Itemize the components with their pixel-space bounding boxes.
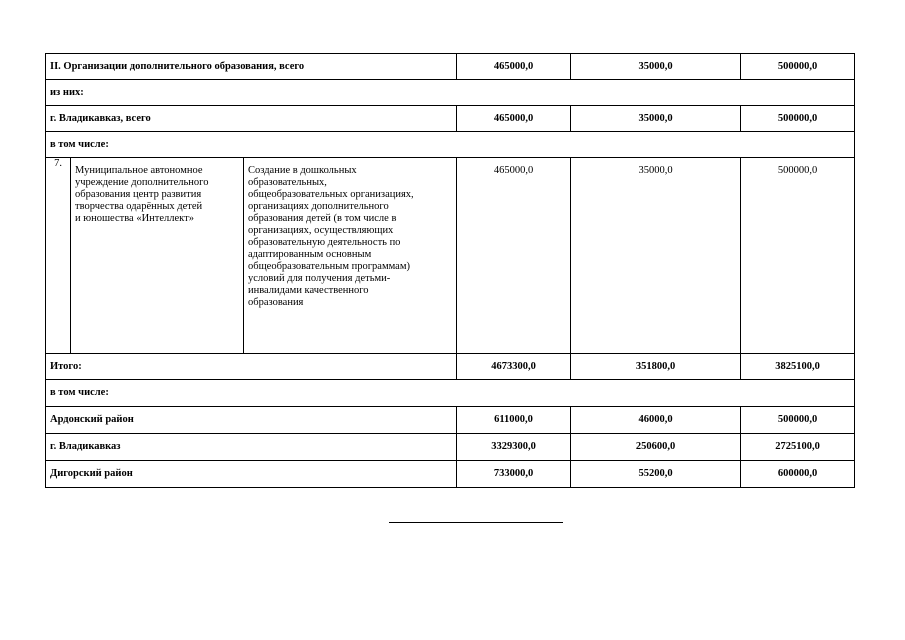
vladikavkaz-total-value-3: 500000,0: [741, 106, 855, 132]
including-row-1: [46, 132, 855, 158]
purpose-line: образования детей (в том числе в: [248, 213, 397, 224]
item-7-organization: [71, 158, 244, 354]
digora-value-2: 55200,0: [571, 461, 741, 488]
end-rule-divider: [389, 522, 563, 523]
total-row: [46, 354, 855, 380]
purpose-line: условий для получения детьми-: [248, 273, 391, 284]
org-line: творчества одарённых детей: [75, 201, 203, 212]
section-ii-value-3: 500000,0: [741, 54, 855, 80]
item-7-purpose: [244, 158, 457, 354]
digora-row: [46, 461, 855, 488]
section-ii-value-1: 465000,0: [457, 54, 571, 80]
including-row-2: [46, 380, 855, 407]
ardon-row: [46, 407, 855, 434]
vladikavkaz-value-3: 2725100,0: [741, 434, 855, 461]
ardon-value-2: 46000,0: [571, 407, 741, 434]
org-line: Муниципальное автономное: [75, 165, 203, 176]
org-line: учреждение дополнительного: [75, 177, 209, 188]
item-7-value-3: 500000,0: [741, 158, 855, 354]
vladikavkaz-total-value-1: 465000,0: [457, 106, 571, 132]
purpose-line: организациях, осуществляющих: [248, 225, 394, 236]
total-value-1: 4673300,0: [457, 354, 571, 380]
digora-label: Дигорский район: [46, 461, 457, 488]
vladikavkaz-value-1: 3329300,0: [457, 434, 571, 461]
purpose-line: образования: [248, 297, 304, 308]
of-them-label: из них:: [46, 80, 855, 106]
purpose-line: образовательную деятельность по: [248, 237, 401, 248]
vladikavkaz-total-row: [46, 106, 855, 132]
item-7-value-1: 465000,0: [457, 158, 571, 354]
digora-value-1: 733000,0: [457, 461, 571, 488]
total-value-3: 3825100,0: [741, 354, 855, 380]
including-label-2: в том числе:: [46, 380, 855, 407]
purpose-line: общеобразовательным программам): [248, 261, 410, 272]
vladikavkaz-value-2: 250600,0: [571, 434, 741, 461]
total-value-2: 351800,0: [571, 354, 741, 380]
vladikavkaz-total-label: г. Владикавказ, всего: [46, 106, 457, 132]
purpose-line: инвалидами качественного: [248, 285, 369, 296]
purpose-line: Создание в дошкольных: [248, 165, 357, 176]
ardon-value-3: 500000,0: [741, 407, 855, 434]
purpose-line: образовательных,: [248, 177, 327, 188]
purpose-line: организациях дополнительного: [248, 201, 389, 212]
item-7-row: [46, 158, 855, 354]
digora-value-3: 600000,0: [741, 461, 855, 488]
ardon-label: Ардонский район: [46, 407, 457, 434]
section-ii-value-2: 35000,0: [571, 54, 741, 80]
vladikavkaz-label: г. Владикавказ: [46, 434, 457, 461]
budget-table: [45, 53, 855, 488]
item-7-number: 7.: [46, 158, 71, 354]
ardon-value-1: 611000,0: [457, 407, 571, 434]
vladikavkaz-total-value-2: 35000,0: [571, 106, 741, 132]
purpose-line: общеобразовательных организациях,: [248, 189, 414, 200]
total-label: Итого:: [46, 354, 457, 380]
vladikavkaz-row: [46, 434, 855, 461]
item-7-value-2: 35000,0: [571, 158, 741, 354]
including-label-1: в том числе:: [46, 132, 855, 158]
org-line: образования центр развития: [75, 189, 202, 200]
section-ii-label: II. Организации дополнительного образования, всего: [46, 54, 457, 80]
org-line: и юношества «Интеллект»: [75, 213, 194, 224]
of-them-row: [46, 80, 855, 106]
section-ii-row: [46, 54, 855, 80]
purpose-line: адаптированным основным: [248, 249, 372, 260]
